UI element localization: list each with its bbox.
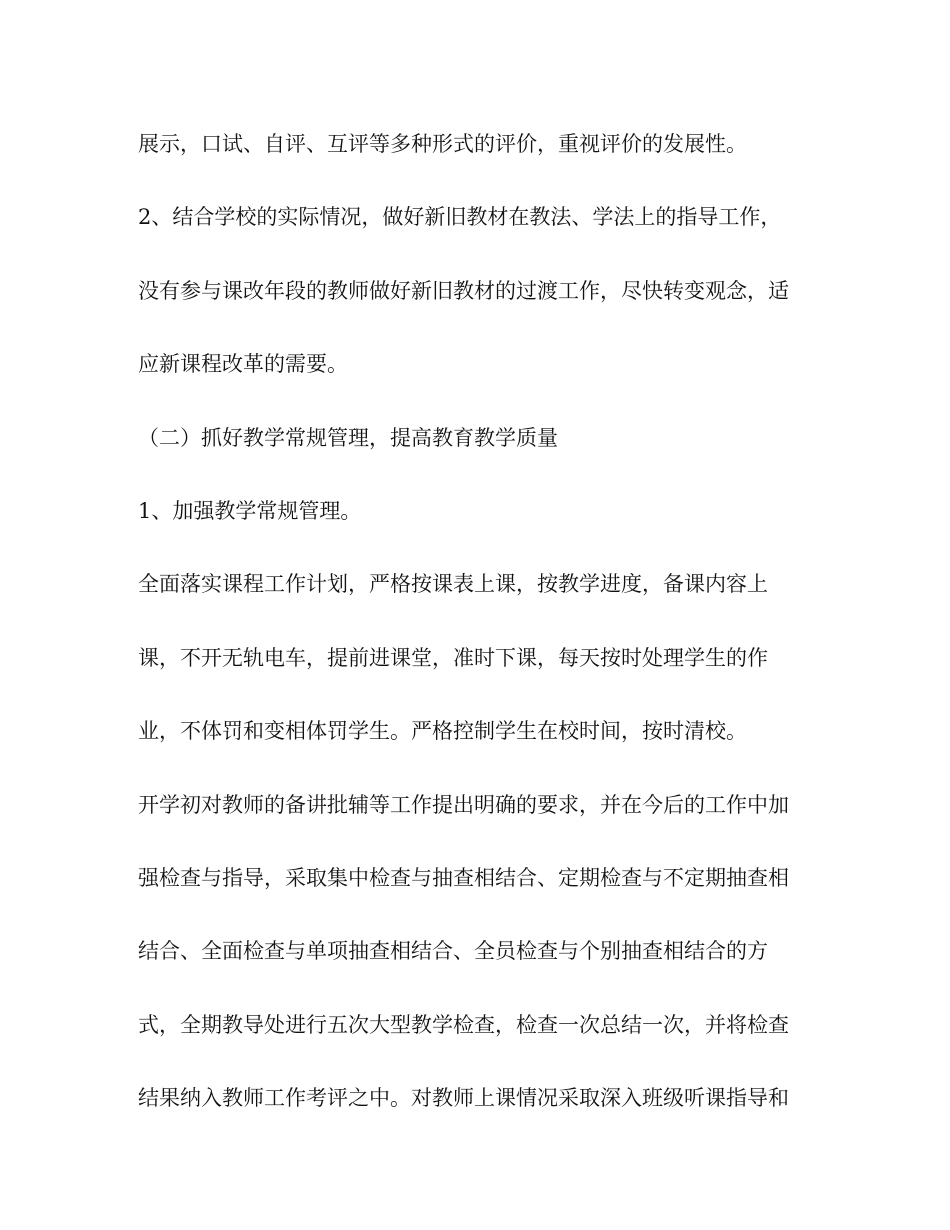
paragraph-line: 全面落实课程工作计划，严格按课表上课，按教学进度，备课内容上 — [138, 572, 768, 597]
paragraph-line: 应新课程改革的需要。 — [138, 352, 348, 377]
paragraph-line: 强检查与指导，采取集中检查与抽查相结合、定期检查与不定期抽查相 — [138, 865, 789, 890]
paragraph-line: 业，不体罚和变相体罚学生。严格控制学生在校时间，按时清校。 — [138, 719, 747, 744]
paragraph-line: 2、结合学校的实际情况，做好新旧教材在教法、学法上的指导工作， — [138, 205, 782, 230]
section-heading: （二）抓好教学常规管理，提高教育教学质量 — [138, 425, 558, 450]
paragraph-line: 结合、全面检查与单项抽查相结合、全员检查与个别抽查相结合的方 — [138, 939, 768, 964]
paragraph-line: 展示，口试、自评、互评等多种形式的评价，重视评价的发展性。 — [138, 132, 747, 156]
paragraph-line: 开学初对教师的备讲批辅等工作提出明确的要求，并在今后的工作中加 — [138, 792, 789, 817]
paragraph-line: 没有参与课改年段的教师做好新旧教材的过渡工作，尽快转变观念，适 — [138, 278, 789, 303]
document-body — [138, 122, 818, 1149]
subsection-heading: 1、加强教学常规管理。 — [138, 498, 362, 523]
paragraph-line: 式，全期教导处进行五次大型教学检查，检查一次总结一次，并将检查 — [138, 1012, 789, 1037]
paragraph-line: 课，不开无轨电车，提前进课堂，准时下课，每天按时处理学生的作 — [138, 645, 768, 670]
paragraph-line: 结果纳入教师工作考评之中。对教师上课情况采取深入班级听课指导和 — [138, 1086, 789, 1111]
